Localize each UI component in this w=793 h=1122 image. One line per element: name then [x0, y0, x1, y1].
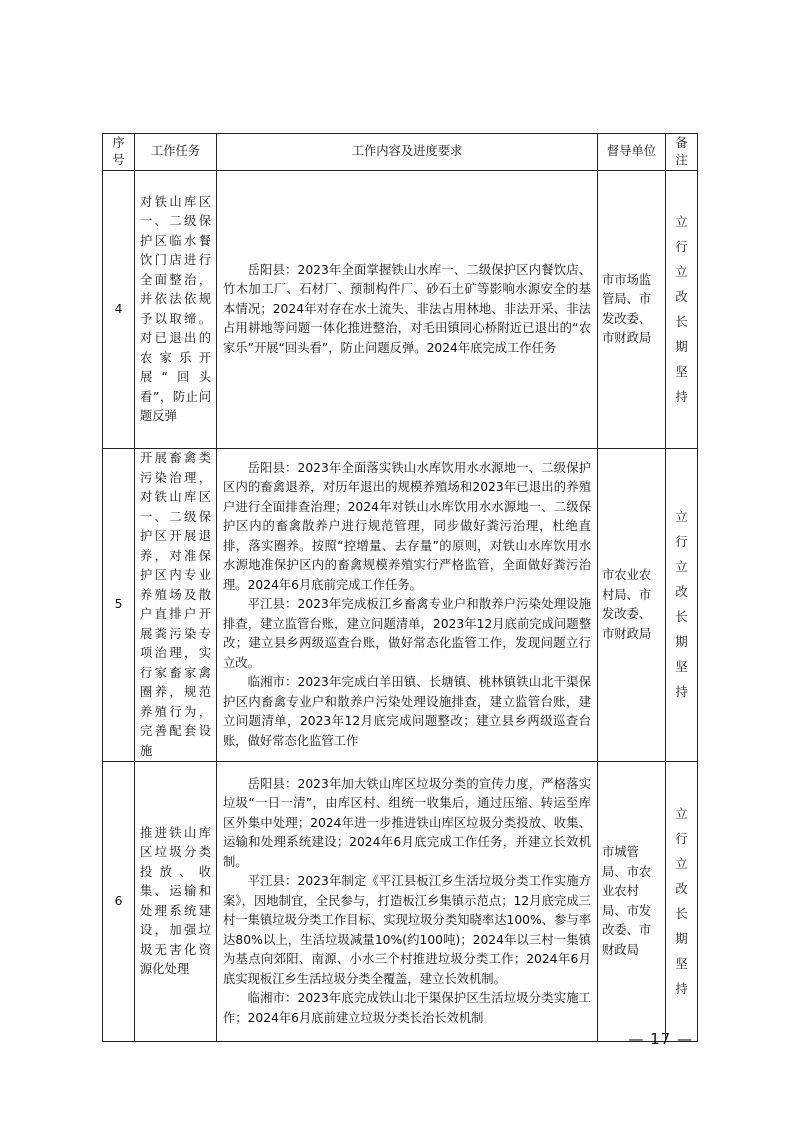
content-paragraph: 临湘市：2023年底完成铁山北干渠保护区生活垃圾分类实施工作；2024年6月底前建立垃圾分类长治长效机制 — [223, 991, 591, 1025]
content-paragraph: 岳阳县：2023年全面掌握铁山水库一、二级保护区内餐饮店、竹木加工厂、石材厂、预制构件厂、砂石土矿等影响水源安全的基本情况；2024年对存在水土流失、非法占用林地、非法开采、非法占用耕地等问题一体化推进整治，对毛田镇同心桥附近已退出的“农家乐”开展“回头看”，防止问题反弹。2024年底完成工作任务 — [223, 262, 591, 355]
table-header-row — [103, 134, 698, 171]
page-number: — 17 — — [628, 1030, 693, 1048]
content-paragraph: 岳阳县：2023年全面落实铁山水库饮用水水源地一、二级保护区内的畜禽退养，对历年退出的规模养殖场和2023年已退出的养殖户进行全面排查治理；2024年对铁山水库饮用水水源地一、二级保护区内的畜禽散养户进行规范管理，同步做好粪污治理，杜绝直排，落实圈养。按照“控增量、去存量”的原则，对铁山水库饮用水水源地准保护区内的畜禽规模养殖实行严格监管，全面做好粪污治理。2024年6月底前完成工作任务。 — [223, 460, 591, 592]
table-row — [103, 171, 698, 449]
work-task: 推进铁山库区垃圾分类投放、收集、运输和处理系统建设，加强垃圾无害化资源化处理 — [135, 762, 217, 1042]
row-number: 5 — [103, 449, 135, 762]
header-task: 工作任务 — [135, 134, 217, 171]
supervising-unit: 市市场监管局、市发改委、市财政局 — [598, 171, 666, 449]
work-task: 对铁山库区一、二级保护区临水餐饮门店进行全面整治，并依法依规予以取缔。对已退出的农家乐开展“回头看”，防止问题反弹 — [135, 171, 217, 449]
header-unit: 督导单位 — [598, 134, 666, 171]
row-number: 4 — [103, 171, 135, 449]
content-paragraph: 平江县：2023年完成板江乡畜禽专业户和散养户污染处理设施排查，建立监管台账，建立问题清单，2023年12月底前完成问题整改；建立县乡两级巡查台账，做好常态化监管工作，发现问题立行立改。 — [223, 597, 591, 670]
supervising-unit: 市农业农村局、市发改委、市财政局 — [598, 449, 666, 762]
content-paragraph: 岳阳县：2023年加大铁山库区垃圾分类的宣传力度，严格落实垃圾“一日一清”，由库区村、组统一收集后，通过压缩、转运至库区外集中处理；2024年进一步推进铁山库区垃圾分类投放、收集、运输和处理系统建设；2024年6月底完成工作任务，并建立长效机制。 — [223, 776, 591, 869]
header-note: 备注 — [666, 134, 698, 171]
table-row — [103, 762, 698, 1042]
content-paragraph: 平江县：2023年制定《平江县板江乡生活垃圾分类工作实施方案》，因地制宜，全民参与，打造板江乡集镇示范点；12月底完成三村一集镇垃圾分类工作目标、实现垃圾分类知晓率达100%、参与率达80%以上，生活垃圾减量10%(约100吨)；2024年以三村一集镇为基点向郊阳、南源、小水三个村推进垃圾分类工作；2024年6月底实现板江乡生活垃圾分类全覆盖，建立长效机制。 — [223, 874, 591, 986]
work-task: 开展畜禽类污染治理，对铁山库区一、二级保护区开展退养，对准保护区内专业养殖场及散户直排户开展粪污染专项治理，实行家畜家禽圈养，规范养殖行为，完善配套设施 — [135, 449, 217, 762]
header-content: 工作内容及进度要求 — [217, 134, 598, 171]
remark: 立行立改长期坚持 — [666, 171, 698, 449]
remark: 立行立改长期坚持 — [666, 449, 698, 762]
work-content — [217, 762, 598, 1042]
supervising-unit: 市城管局、市农业农村局、市发改委、市财政局 — [598, 762, 666, 1042]
remark: 立行立改长期坚持 — [666, 762, 698, 1042]
header-no: 序号 — [103, 134, 135, 171]
row-number: 6 — [103, 762, 135, 1042]
work-content — [217, 449, 598, 762]
content-paragraph: 临湘市：2023年完成白羊田镇、长塘镇、桃林镇铁山北干渠保护区内畜禽专业户和散养户污染处理设施排查，建立监管台账，建立问题清单，2023年12月底完成问题整改；建立县乡两级巡查台账，做好常态化监管工作 — [223, 675, 591, 748]
task-table — [102, 133, 698, 1042]
table-row — [103, 449, 698, 762]
work-content — [217, 171, 598, 449]
